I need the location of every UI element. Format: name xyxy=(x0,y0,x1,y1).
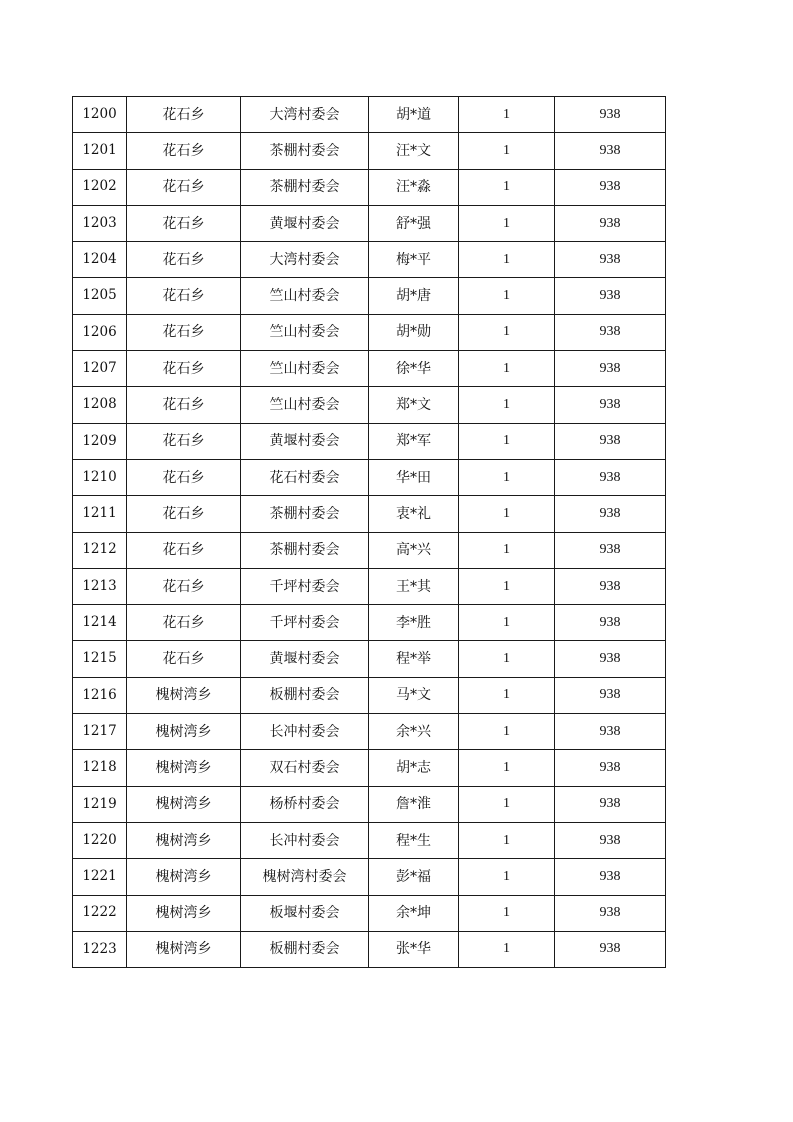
village-committee-cell: 杨桥村委会 xyxy=(241,786,369,822)
count-cell: 1 xyxy=(459,895,555,931)
count-cell: 1 xyxy=(459,931,555,967)
amount-cell: 938 xyxy=(555,677,666,713)
table-row xyxy=(73,641,666,677)
count-cell: 1 xyxy=(459,242,555,278)
village-committee-cell: 竺山村委会 xyxy=(241,314,369,350)
person-name-cell: 程*举 xyxy=(369,641,459,677)
count-cell: 1 xyxy=(459,786,555,822)
row-number-cell: 1207 xyxy=(73,351,127,387)
table-row xyxy=(73,278,666,314)
row-number-cell: 1214 xyxy=(73,605,127,641)
table-row xyxy=(73,351,666,387)
amount-cell: 938 xyxy=(555,859,666,895)
row-number-cell: 1217 xyxy=(73,714,127,750)
row-number-cell: 1211 xyxy=(73,496,127,532)
village-committee-cell: 黄堰村委会 xyxy=(241,423,369,459)
person-name-cell: 张*华 xyxy=(369,931,459,967)
row-number-cell: 1215 xyxy=(73,641,127,677)
table-row xyxy=(73,714,666,750)
village-committee-cell: 竺山村委会 xyxy=(241,387,369,423)
table-row xyxy=(73,786,666,822)
amount-cell: 938 xyxy=(555,278,666,314)
count-cell: 1 xyxy=(459,205,555,241)
amount-cell: 938 xyxy=(555,459,666,495)
table-row xyxy=(73,532,666,568)
count-cell: 1 xyxy=(459,641,555,677)
township-cell: 花石乡 xyxy=(127,605,241,641)
person-name-cell: 徐*华 xyxy=(369,351,459,387)
person-name-cell: 梅*平 xyxy=(369,242,459,278)
village-committee-cell: 茶棚村委会 xyxy=(241,169,369,205)
count-cell: 1 xyxy=(459,496,555,532)
village-committee-cell: 花石村委会 xyxy=(241,459,369,495)
amount-cell: 938 xyxy=(555,133,666,169)
table-row xyxy=(73,568,666,604)
person-name-cell: 胡*志 xyxy=(369,750,459,786)
township-cell: 槐树湾乡 xyxy=(127,859,241,895)
amount-cell: 938 xyxy=(555,169,666,205)
person-name-cell: 高*兴 xyxy=(369,532,459,568)
table-row xyxy=(73,459,666,495)
row-number-cell: 1222 xyxy=(73,895,127,931)
count-cell: 1 xyxy=(459,605,555,641)
village-committee-cell: 黄堰村委会 xyxy=(241,205,369,241)
township-cell: 槐树湾乡 xyxy=(127,786,241,822)
row-number-cell: 1220 xyxy=(73,822,127,858)
amount-cell: 938 xyxy=(555,496,666,532)
amount-cell: 938 xyxy=(555,822,666,858)
township-cell: 槐树湾乡 xyxy=(127,895,241,931)
table-row xyxy=(73,496,666,532)
count-cell: 1 xyxy=(459,278,555,314)
count-cell: 1 xyxy=(459,532,555,568)
person-name-cell: 马*文 xyxy=(369,677,459,713)
amount-cell: 938 xyxy=(555,605,666,641)
village-committee-cell: 大湾村委会 xyxy=(241,97,369,133)
township-cell: 花石乡 xyxy=(127,133,241,169)
row-number-cell: 1205 xyxy=(73,278,127,314)
person-name-cell: 胡*道 xyxy=(369,97,459,133)
table-row xyxy=(73,895,666,931)
village-committee-cell: 长冲村委会 xyxy=(241,714,369,750)
person-name-cell: 程*生 xyxy=(369,822,459,858)
amount-cell: 938 xyxy=(555,242,666,278)
count-cell: 1 xyxy=(459,133,555,169)
count-cell: 1 xyxy=(459,822,555,858)
village-committee-cell: 竺山村委会 xyxy=(241,351,369,387)
table-row xyxy=(73,314,666,350)
township-cell: 花石乡 xyxy=(127,169,241,205)
township-cell: 花石乡 xyxy=(127,278,241,314)
person-name-cell: 郑*文 xyxy=(369,387,459,423)
table-row xyxy=(73,133,666,169)
table-row xyxy=(73,677,666,713)
amount-cell: 938 xyxy=(555,895,666,931)
roster-table xyxy=(72,96,666,968)
person-name-cell: 彭*福 xyxy=(369,859,459,895)
amount-cell: 938 xyxy=(555,423,666,459)
person-name-cell: 余*坤 xyxy=(369,895,459,931)
count-cell: 1 xyxy=(459,714,555,750)
village-committee-cell: 茶棚村委会 xyxy=(241,133,369,169)
table-row xyxy=(73,822,666,858)
person-name-cell: 华*田 xyxy=(369,459,459,495)
village-committee-cell: 茶棚村委会 xyxy=(241,496,369,532)
person-name-cell: 詹*淮 xyxy=(369,786,459,822)
village-committee-cell: 板堰村委会 xyxy=(241,895,369,931)
table-row xyxy=(73,205,666,241)
person-name-cell: 王*其 xyxy=(369,568,459,604)
township-cell: 花石乡 xyxy=(127,314,241,350)
count-cell: 1 xyxy=(459,387,555,423)
township-cell: 花石乡 xyxy=(127,641,241,677)
township-cell: 花石乡 xyxy=(127,496,241,532)
township-cell: 花石乡 xyxy=(127,205,241,241)
township-cell: 槐树湾乡 xyxy=(127,822,241,858)
row-number-cell: 1201 xyxy=(73,133,127,169)
count-cell: 1 xyxy=(459,314,555,350)
row-number-cell: 1204 xyxy=(73,242,127,278)
township-cell: 槐树湾乡 xyxy=(127,750,241,786)
village-committee-cell: 千坪村委会 xyxy=(241,568,369,604)
village-committee-cell: 大湾村委会 xyxy=(241,242,369,278)
township-cell: 槐树湾乡 xyxy=(127,677,241,713)
township-cell: 花石乡 xyxy=(127,97,241,133)
amount-cell: 938 xyxy=(555,931,666,967)
table-row xyxy=(73,387,666,423)
amount-cell: 938 xyxy=(555,387,666,423)
table-row xyxy=(73,931,666,967)
village-committee-cell: 茶棚村委会 xyxy=(241,532,369,568)
township-cell: 花石乡 xyxy=(127,568,241,604)
roster-table-body xyxy=(73,97,666,968)
amount-cell: 938 xyxy=(555,205,666,241)
count-cell: 1 xyxy=(459,750,555,786)
amount-cell: 938 xyxy=(555,641,666,677)
person-name-cell: 衷*礼 xyxy=(369,496,459,532)
township-cell: 花石乡 xyxy=(127,351,241,387)
count-cell: 1 xyxy=(459,423,555,459)
count-cell: 1 xyxy=(459,859,555,895)
amount-cell: 938 xyxy=(555,532,666,568)
township-cell: 槐树湾乡 xyxy=(127,714,241,750)
person-name-cell: 郑*军 xyxy=(369,423,459,459)
amount-cell: 938 xyxy=(555,750,666,786)
row-number-cell: 1218 xyxy=(73,750,127,786)
row-number-cell: 1223 xyxy=(73,931,127,967)
amount-cell: 938 xyxy=(555,314,666,350)
amount-cell: 938 xyxy=(555,97,666,133)
amount-cell: 938 xyxy=(555,714,666,750)
person-name-cell: 汪*文 xyxy=(369,133,459,169)
township-cell: 花石乡 xyxy=(127,242,241,278)
village-committee-cell: 板棚村委会 xyxy=(241,931,369,967)
person-name-cell: 胡*勋 xyxy=(369,314,459,350)
row-number-cell: 1208 xyxy=(73,387,127,423)
row-number-cell: 1219 xyxy=(73,786,127,822)
village-committee-cell: 黄堰村委会 xyxy=(241,641,369,677)
row-number-cell: 1206 xyxy=(73,314,127,350)
table-row xyxy=(73,750,666,786)
row-number-cell: 1203 xyxy=(73,205,127,241)
row-number-cell: 1213 xyxy=(73,568,127,604)
table-row xyxy=(73,97,666,133)
count-cell: 1 xyxy=(459,568,555,604)
row-number-cell: 1200 xyxy=(73,97,127,133)
count-cell: 1 xyxy=(459,459,555,495)
person-name-cell: 汪*淼 xyxy=(369,169,459,205)
row-number-cell: 1202 xyxy=(73,169,127,205)
village-committee-cell: 长冲村委会 xyxy=(241,822,369,858)
amount-cell: 938 xyxy=(555,351,666,387)
table-row xyxy=(73,605,666,641)
village-committee-cell: 千坪村委会 xyxy=(241,605,369,641)
count-cell: 1 xyxy=(459,169,555,205)
person-name-cell: 胡*唐 xyxy=(369,278,459,314)
count-cell: 1 xyxy=(459,677,555,713)
count-cell: 1 xyxy=(459,351,555,387)
person-name-cell: 李*胜 xyxy=(369,605,459,641)
amount-cell: 938 xyxy=(555,568,666,604)
village-committee-cell: 竺山村委会 xyxy=(241,278,369,314)
row-number-cell: 1210 xyxy=(73,459,127,495)
amount-cell: 938 xyxy=(555,786,666,822)
row-number-cell: 1221 xyxy=(73,859,127,895)
person-name-cell: 余*兴 xyxy=(369,714,459,750)
count-cell: 1 xyxy=(459,97,555,133)
table-row xyxy=(73,242,666,278)
village-committee-cell: 板棚村委会 xyxy=(241,677,369,713)
table-row xyxy=(73,859,666,895)
township-cell: 花石乡 xyxy=(127,387,241,423)
row-number-cell: 1209 xyxy=(73,423,127,459)
row-number-cell: 1216 xyxy=(73,677,127,713)
township-cell: 槐树湾乡 xyxy=(127,931,241,967)
row-number-cell: 1212 xyxy=(73,532,127,568)
township-cell: 花石乡 xyxy=(127,423,241,459)
township-cell: 花石乡 xyxy=(127,532,241,568)
table-row xyxy=(73,169,666,205)
village-committee-cell: 槐树湾村委会 xyxy=(241,859,369,895)
person-name-cell: 舒*强 xyxy=(369,205,459,241)
township-cell: 花石乡 xyxy=(127,459,241,495)
village-committee-cell: 双石村委会 xyxy=(241,750,369,786)
table-row xyxy=(73,423,666,459)
